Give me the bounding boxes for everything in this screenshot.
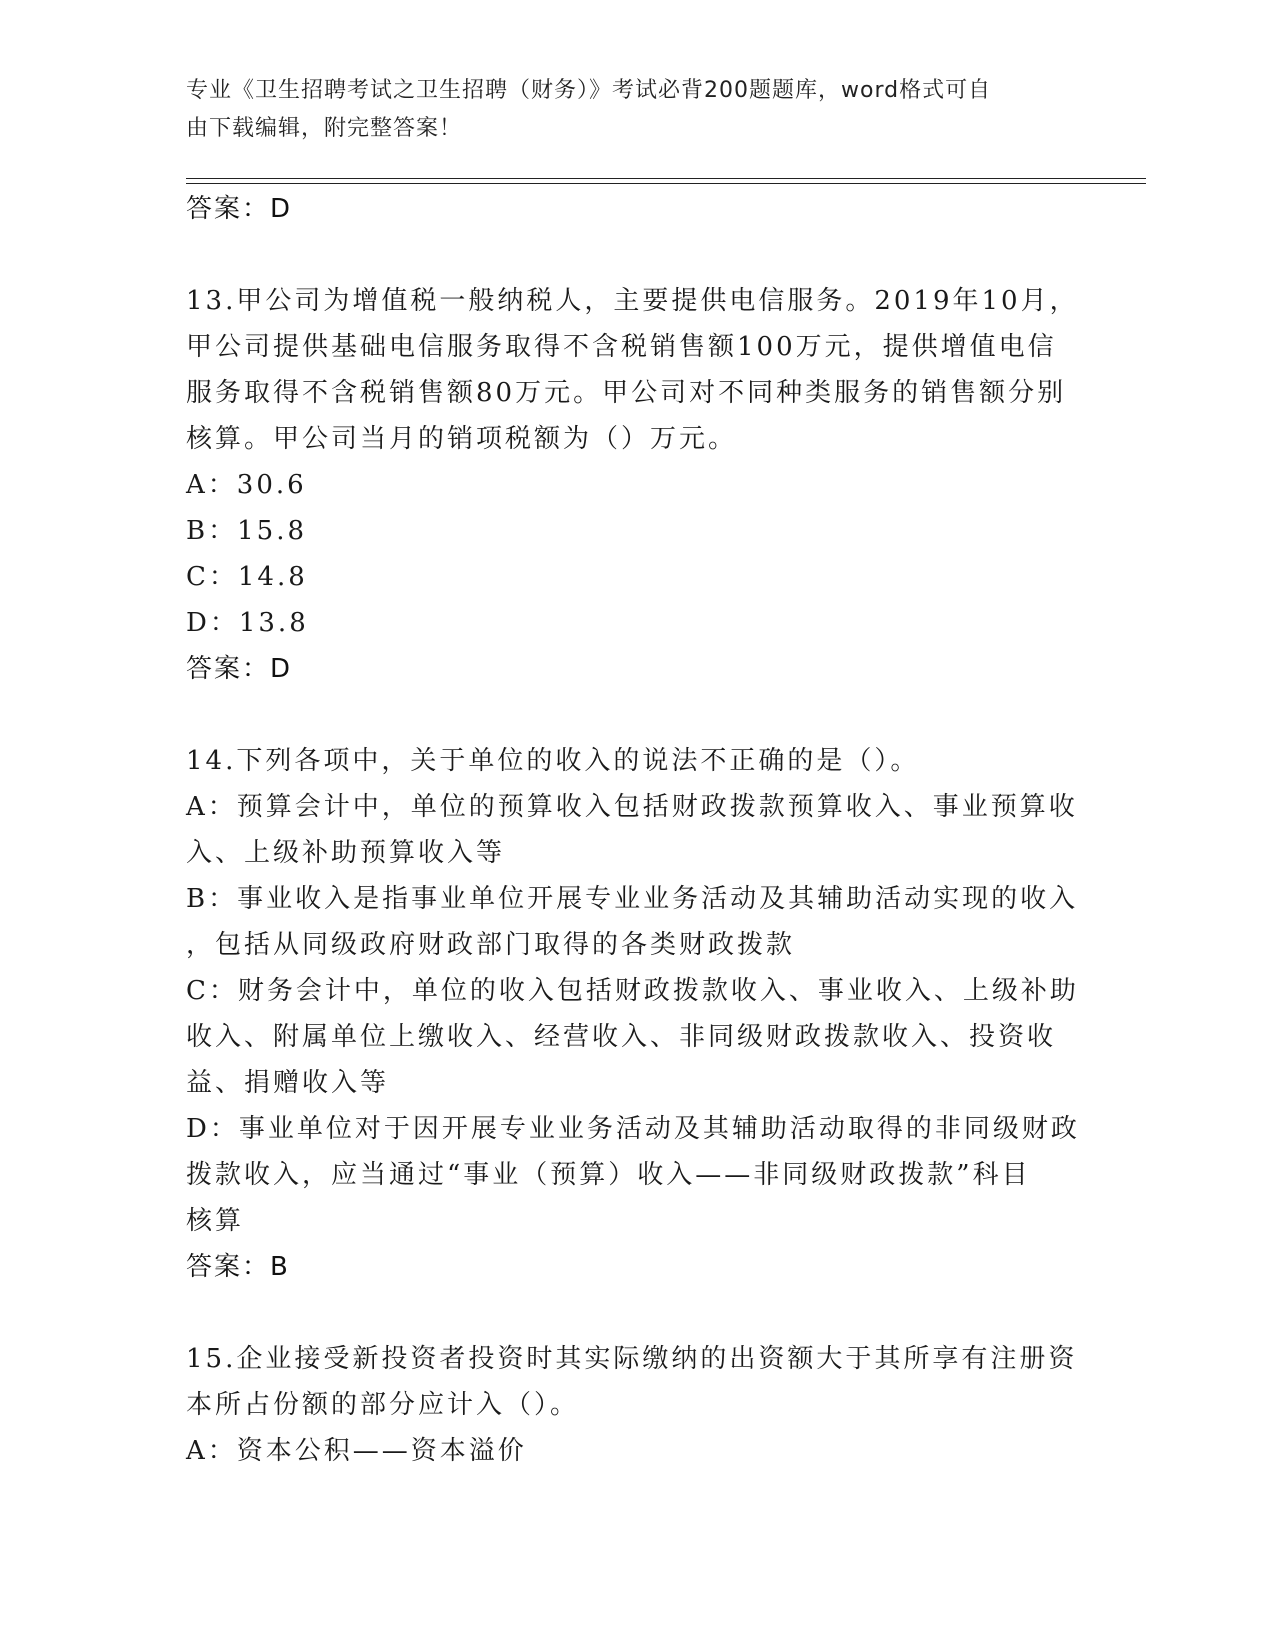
option-line: C：财务会计中，单位的收入包括财政拨款收入、事业收入、上级补助 [186,976,1079,1006]
document-header [186,72,1086,148]
question-13-text-line: 核算。甲公司当月的销项税额为（）万元。 [186,424,738,454]
option-line: 收入、附属单位上缴收入、经营收入、非同级财政拨款收入、投资收 [186,1022,1057,1052]
option-line: ，包括从同级政府财政部门取得的各类财政拨款 [186,930,796,960]
question-15-text-line: 本所占份额的部分应计入（）。 [186,1390,580,1420]
header-divider-bottom [186,183,1146,184]
header-line-1: 专业《卫生招聘考试之卫生招聘（财务）》考试必背200题题库，word格式可自 [186,78,992,103]
question-13-option-d: D：13.8 [186,608,309,638]
previous-answer: 答案：D [186,194,293,224]
header-divider-top [186,178,1146,179]
question-13 [186,278,1079,692]
option-line: A：预算会计中，单位的预算收入包括财政拨款预算收入、事业预算收 [186,792,1078,822]
question-13-text-line: 服务取得不含税销售额80万元。甲公司对不同种类服务的销售额分别 [186,378,1067,408]
question-14-answer: 答案：B [186,1252,290,1282]
question-14-option-a [186,784,1076,876]
question-15-text-line: 15.企业接受新投资者投资时其实际缴纳的出资额大于其所享有注册资 [186,1344,1078,1374]
option-line: D：事业单位对于因开展专业业务活动及其辅助活动取得的非同级财政 [186,1114,1080,1144]
question-14 [186,738,1080,1290]
question-13-text-line: 13.甲公司为增值税一般纳税人，主要提供电信服务。2019年10月， [186,286,1079,316]
question-13-text-line: 甲公司提供基础电信服务取得不含税销售额100万元，提供增值电信 [186,332,1057,362]
question-13-option-c: C：14.8 [186,562,308,592]
spacer [186,692,1076,738]
spacer [186,232,1076,278]
option-line: 益、捐赠收入等 [186,1068,390,1098]
question-13-option-a: A：30.6 [186,470,307,500]
question-14-option-b [186,876,1079,968]
question-13-answer: 答案：D [186,654,293,684]
option-line: 拨款收入，应当通过“事业（预算）收入——非同级财政拨款”科目 [186,1160,1031,1190]
header-line-2: 由下载编辑，附完整答案！ [186,116,463,141]
question-15 [186,1336,1076,1474]
spacer [186,1290,1076,1336]
question-14-text-line: 14.下列各项中，关于单位的收入的说法不正确的是（）。 [186,746,920,776]
question-15-option-a: A：资本公积——资本溢价 [186,1436,527,1466]
question-14-option-d [186,1106,1080,1244]
question-14-option-c [186,968,1079,1106]
question-13-option-b: B：15.8 [186,516,307,546]
question-list [186,186,1080,1474]
option-line: B：事业收入是指事业单位开展专业业务活动及其辅助活动实现的收入 [186,884,1079,914]
option-line: 核算 [186,1206,245,1236]
option-line: 入、上级补助预算收入等 [186,838,506,868]
